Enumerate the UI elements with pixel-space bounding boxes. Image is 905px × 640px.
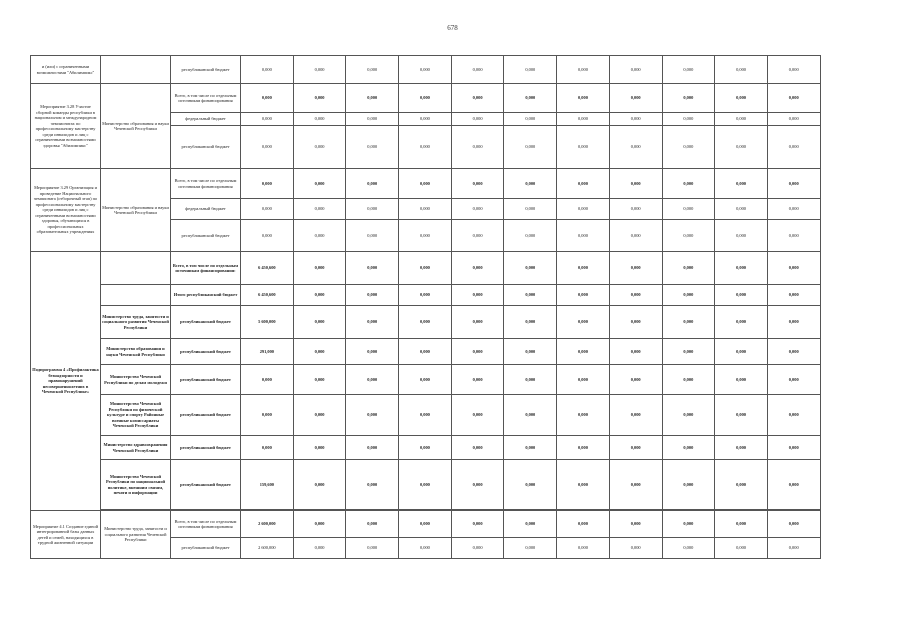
value-cell: 0,000 [399, 395, 452, 436]
value-cell: 0,000 [399, 436, 452, 460]
value-cell: 0,000 [609, 84, 662, 113]
value-cell: 0,000 [767, 169, 820, 199]
value-cell: 0,000 [715, 220, 768, 252]
value-cell: 0,000 [451, 56, 504, 84]
event-cell: Мероприятие 3.29 Организация и проведение Национального чемпионата (отборочный этап) по профессиональному мастерству среди инвалидов и лиц с ограниченными возможностями здоровья, обучающихся в профессиональных образовательных учреждениях [31, 169, 101, 252]
value-cell: 0,000 [399, 113, 452, 126]
value-cell: 0,000 [662, 252, 715, 285]
value-cell: 0,000 [399, 56, 452, 84]
value-cell: 0,000 [399, 169, 452, 199]
value-cell: 0,000 [557, 511, 610, 538]
table-row [31, 339, 821, 365]
value-cell: 0,000 [504, 339, 557, 365]
value-cell: 0,000 [715, 252, 768, 285]
value-cell: 0,000 [451, 220, 504, 252]
value-cell: 0,000 [293, 395, 346, 436]
value-cell: 0,000 [293, 84, 346, 113]
executor-cell: Министерство образования и науки Чеченской Республики [101, 84, 171, 169]
value-cell: 0,000 [399, 511, 452, 538]
value-cell: 0,000 [767, 113, 820, 126]
value-cell: 0,000 [504, 199, 557, 220]
value-cell: 0,000 [293, 113, 346, 126]
table-row [31, 252, 821, 285]
value-cell: 0,000 [504, 436, 557, 460]
executor-cell [101, 56, 171, 84]
value-cell: 0,000 [241, 365, 294, 395]
table-row [31, 511, 821, 538]
value-cell: 0,000 [557, 339, 610, 365]
source-cell: Итого республиканский бюджет [171, 285, 241, 306]
value-cell: 0,000 [715, 460, 768, 510]
value-cell: 0,000 [399, 285, 452, 306]
value-cell: 0,000 [504, 365, 557, 395]
value-cell: 0,000 [293, 306, 346, 339]
value-cell: 0,000 [609, 365, 662, 395]
value-cell: 0,000 [346, 395, 399, 436]
value-cell: 0,000 [241, 395, 294, 436]
value-cell: 0,000 [451, 126, 504, 169]
value-cell: 5 600,000 [241, 306, 294, 339]
value-cell: 0,000 [241, 113, 294, 126]
value-cell: 0,000 [609, 339, 662, 365]
value-cell: 0,000 [609, 460, 662, 510]
value-cell: 0,000 [662, 339, 715, 365]
value-cell: 0,000 [662, 460, 715, 510]
value-cell: 0,000 [767, 395, 820, 436]
event-cell: Мероприятие 3.28 Участие сборной команды республики в национальном и международном чемпионатах по профессиональному мастерству среди инвалидов и лиц с ограниченными возможностями здоровья "Абилимпикс" [31, 84, 101, 169]
value-cell: 0,000 [767, 220, 820, 252]
table-row [31, 169, 821, 199]
executor-cell: Министерство труда, занятости и социального развития Чеченской Республики [101, 511, 171, 559]
value-cell: 6 450,600 [241, 285, 294, 306]
value-cell: 0,000 [451, 169, 504, 199]
executor-cell: Министерство Чеченской Республики по делам молодежи [101, 365, 171, 395]
value-cell: 0,000 [504, 126, 557, 169]
executor-cell: Министерство Чеченской Республики по национальной политике, внешним связям, печати и информации [101, 460, 171, 510]
value-cell: 0,000 [662, 220, 715, 252]
value-cell: 0,000 [715, 113, 768, 126]
value-cell: 0,000 [767, 126, 820, 169]
value-cell: 0,000 [767, 460, 820, 510]
value-cell: 0,000 [662, 306, 715, 339]
value-cell: 2 600,000 [241, 511, 294, 538]
value-cell: 0,000 [609, 220, 662, 252]
value-cell: 0,000 [715, 199, 768, 220]
value-cell: 0,000 [241, 84, 294, 113]
value-cell: 2 600,000 [241, 538, 294, 559]
source-cell: республиканский бюджет [171, 436, 241, 460]
source-cell: республиканский бюджет [171, 460, 241, 510]
value-cell: 0,000 [609, 113, 662, 126]
value-cell: 0,000 [504, 285, 557, 306]
value-cell: 0,000 [293, 169, 346, 199]
value-cell: 0,000 [715, 169, 768, 199]
value-cell: 0,000 [293, 511, 346, 538]
value-cell: 0,000 [557, 220, 610, 252]
value-cell: 0,000 [767, 538, 820, 559]
value-cell: 0,000 [399, 84, 452, 113]
value-cell: 0,000 [662, 365, 715, 395]
source-cell: Всего, в том числе по отдельным источникам финансирования [171, 169, 241, 199]
value-cell: 0,000 [241, 436, 294, 460]
value-cell: 0,000 [609, 169, 662, 199]
value-cell: 0,000 [346, 199, 399, 220]
value-cell: 0,000 [293, 538, 346, 559]
value-cell: 0,000 [399, 306, 452, 339]
value-cell: 0,000 [715, 306, 768, 339]
source-cell: республиканский бюджет [171, 365, 241, 395]
value-cell: 0,000 [399, 252, 452, 285]
value-cell: 0,000 [346, 511, 399, 538]
value-cell: 0,000 [715, 84, 768, 113]
value-cell: 0,000 [557, 84, 610, 113]
executor-cell: Министерство Чеченской Республики по физической культуре и спорту Районные военные комиссариаты Чеченской Республики [101, 395, 171, 436]
value-cell: 0,000 [557, 395, 610, 436]
source-cell: Всего, в том числе по отдельным источникам финансирования [171, 511, 241, 538]
page-number: 678 [447, 24, 458, 32]
value-cell: 0,000 [293, 285, 346, 306]
value-cell: 0,000 [662, 538, 715, 559]
value-cell: 0,000 [399, 538, 452, 559]
value-cell: 0,000 [767, 365, 820, 395]
value-cell: 0,000 [557, 56, 610, 84]
value-cell: 0,000 [715, 339, 768, 365]
value-cell: 0,000 [662, 395, 715, 436]
executor-cell: Министерство здравоохранения Чеченской Республики [101, 436, 171, 460]
value-cell: 0,000 [662, 199, 715, 220]
source-cell: Всего, в том числе по отдельным источникам финансирования: [171, 252, 241, 285]
value-cell: 0,000 [557, 199, 610, 220]
value-cell: 0,000 [241, 220, 294, 252]
value-cell: 0,000 [767, 252, 820, 285]
table-row [31, 56, 821, 84]
value-cell: 0,000 [662, 56, 715, 84]
value-cell: 0,000 [609, 56, 662, 84]
event-cell: и (или) с ограниченными возможностями "Абилимпикс" [31, 56, 101, 84]
source-cell: федеральный бюджет [171, 199, 241, 220]
executor-cell: Министерство труда, занятости и социального развития Чеченской Республики [101, 306, 171, 339]
value-cell: 0,000 [767, 199, 820, 220]
value-cell: 0,000 [767, 285, 820, 306]
value-cell: 0,000 [451, 339, 504, 365]
value-cell: 0,000 [504, 113, 557, 126]
source-cell: республиканский бюджет [171, 339, 241, 365]
source-cell: республиканский бюджет [171, 56, 241, 84]
value-cell: 0,000 [609, 538, 662, 559]
value-cell: 0,000 [451, 538, 504, 559]
table-row [31, 460, 821, 510]
value-cell: 0,000 [504, 538, 557, 559]
value-cell: 0,000 [609, 199, 662, 220]
value-cell: 0,000 [451, 199, 504, 220]
value-cell: 0,000 [557, 306, 610, 339]
value-cell: 0,000 [399, 220, 452, 252]
value-cell: 0,000 [399, 126, 452, 169]
value-cell: 0,000 [293, 220, 346, 252]
subprogram-cell: Подпрограмма 4 «Профилактика безнадзорности и правонарушений несовершеннолетних в Чеченской Республике» [31, 252, 101, 511]
value-cell: 0,000 [767, 306, 820, 339]
value-cell: 0,000 [346, 306, 399, 339]
value-cell: 0,000 [241, 126, 294, 169]
value-cell: 0,000 [609, 285, 662, 306]
source-cell: республиканский бюджет [171, 395, 241, 436]
value-cell: 0,000 [451, 365, 504, 395]
event-cell: Мероприятие 4.1 Создание единой интегрированной базы данных детей и семей, находящихся в трудной жизненной ситуации [31, 511, 101, 559]
value-cell: 0,000 [557, 252, 610, 285]
value-cell: 0,000 [451, 285, 504, 306]
value-cell: 0,000 [346, 252, 399, 285]
value-cell: 0,000 [346, 220, 399, 252]
value-cell: 0,000 [451, 113, 504, 126]
value-cell: 0,000 [662, 436, 715, 460]
value-cell: 0,000 [504, 169, 557, 199]
value-cell: 0,000 [451, 460, 504, 510]
value-cell: 0,000 [504, 395, 557, 436]
value-cell: 0,000 [715, 436, 768, 460]
value-cell: 0,000 [557, 365, 610, 395]
value-cell: 0,000 [293, 436, 346, 460]
executor-cell: Министерство образования и науки Чеченской Республики [101, 169, 171, 252]
value-cell: 0,000 [504, 460, 557, 510]
value-cell: 0,000 [767, 511, 820, 538]
value-cell: 0,000 [346, 169, 399, 199]
value-cell: 0,000 [715, 126, 768, 169]
table-row [31, 395, 821, 436]
value-cell: 0,000 [293, 126, 346, 169]
value-cell: 0,000 [451, 84, 504, 113]
source-cell: Всего, в том числе по отдельным источникам финансирования [171, 84, 241, 113]
value-cell: 0,000 [504, 56, 557, 84]
value-cell: 0,000 [346, 56, 399, 84]
value-cell: 291,000 [241, 339, 294, 365]
source-cell: республиканский бюджет [171, 126, 241, 169]
value-cell: 0,000 [767, 436, 820, 460]
value-cell: 0,000 [715, 285, 768, 306]
value-cell: 0,000 [293, 199, 346, 220]
executor-cell [101, 252, 171, 285]
value-cell: 0,000 [451, 511, 504, 538]
value-cell: 159,600 [241, 460, 294, 510]
budget-table [30, 55, 821, 559]
source-cell: республиканский бюджет [171, 306, 241, 339]
value-cell: 0,000 [767, 84, 820, 113]
value-cell: 0,000 [504, 511, 557, 538]
value-cell: 0,000 [715, 538, 768, 559]
value-cell: 0,000 [399, 199, 452, 220]
value-cell: 0,000 [399, 365, 452, 395]
value-cell: 0,000 [715, 511, 768, 538]
value-cell: 0,000 [609, 126, 662, 169]
value-cell: 0,000 [767, 56, 820, 84]
value-cell: 0,000 [504, 306, 557, 339]
table-row [31, 84, 821, 113]
value-cell: 0,000 [346, 339, 399, 365]
value-cell: 0,000 [609, 252, 662, 285]
value-cell: 0,000 [609, 395, 662, 436]
value-cell: 0,000 [767, 339, 820, 365]
value-cell: 0,000 [346, 285, 399, 306]
table-row [31, 306, 821, 339]
source-cell: федеральный бюджет [171, 113, 241, 126]
value-cell: 0,000 [399, 339, 452, 365]
value-cell: 0,000 [662, 511, 715, 538]
value-cell: 0,000 [451, 252, 504, 285]
value-cell: 0,000 [557, 126, 610, 169]
value-cell: 0,000 [557, 436, 610, 460]
value-cell: 0,000 [557, 113, 610, 126]
table-row [31, 285, 821, 306]
value-cell: 0,000 [662, 113, 715, 126]
value-cell: 0,000 [557, 460, 610, 510]
value-cell: 0,000 [715, 56, 768, 84]
value-cell: 0,000 [346, 436, 399, 460]
table-row [31, 365, 821, 395]
executor-cell [101, 285, 171, 306]
value-cell: 0,000 [557, 169, 610, 199]
value-cell: 0,000 [557, 538, 610, 559]
source-cell: республиканский бюджет [171, 220, 241, 252]
value-cell: 0,000 [504, 84, 557, 113]
value-cell: 0,000 [662, 126, 715, 169]
value-cell: 0,000 [609, 436, 662, 460]
value-cell: 0,000 [346, 538, 399, 559]
value-cell: 0,000 [609, 306, 662, 339]
value-cell: 0,000 [346, 365, 399, 395]
value-cell: 0,000 [399, 460, 452, 510]
value-cell: 0,000 [504, 252, 557, 285]
value-cell: 0,000 [346, 126, 399, 169]
value-cell: 0,000 [662, 169, 715, 199]
value-cell: 0,000 [346, 113, 399, 126]
table-row [31, 436, 821, 460]
value-cell: 0,000 [662, 285, 715, 306]
value-cell: 0,000 [504, 220, 557, 252]
value-cell: 0,000 [451, 395, 504, 436]
value-cell: 0,000 [241, 169, 294, 199]
value-cell: 6 450,600 [241, 252, 294, 285]
value-cell: 0,000 [451, 306, 504, 339]
value-cell: 0,000 [609, 511, 662, 538]
value-cell: 0,000 [293, 365, 346, 395]
value-cell: 0,000 [662, 84, 715, 113]
source-cell: республиканский бюджет [171, 538, 241, 559]
value-cell: 0,000 [715, 365, 768, 395]
value-cell: 0,000 [293, 460, 346, 510]
value-cell: 0,000 [293, 339, 346, 365]
value-cell: 0,000 [346, 460, 399, 510]
value-cell: 0,000 [241, 199, 294, 220]
value-cell: 0,000 [557, 285, 610, 306]
value-cell: 0,000 [241, 56, 294, 84]
executor-cell: Министерство образования и науки Чеченской Республики [101, 339, 171, 365]
value-cell: 0,000 [293, 56, 346, 84]
value-cell: 0,000 [715, 395, 768, 436]
value-cell: 0,000 [293, 252, 346, 285]
value-cell: 0,000 [451, 436, 504, 460]
value-cell: 0,000 [346, 84, 399, 113]
